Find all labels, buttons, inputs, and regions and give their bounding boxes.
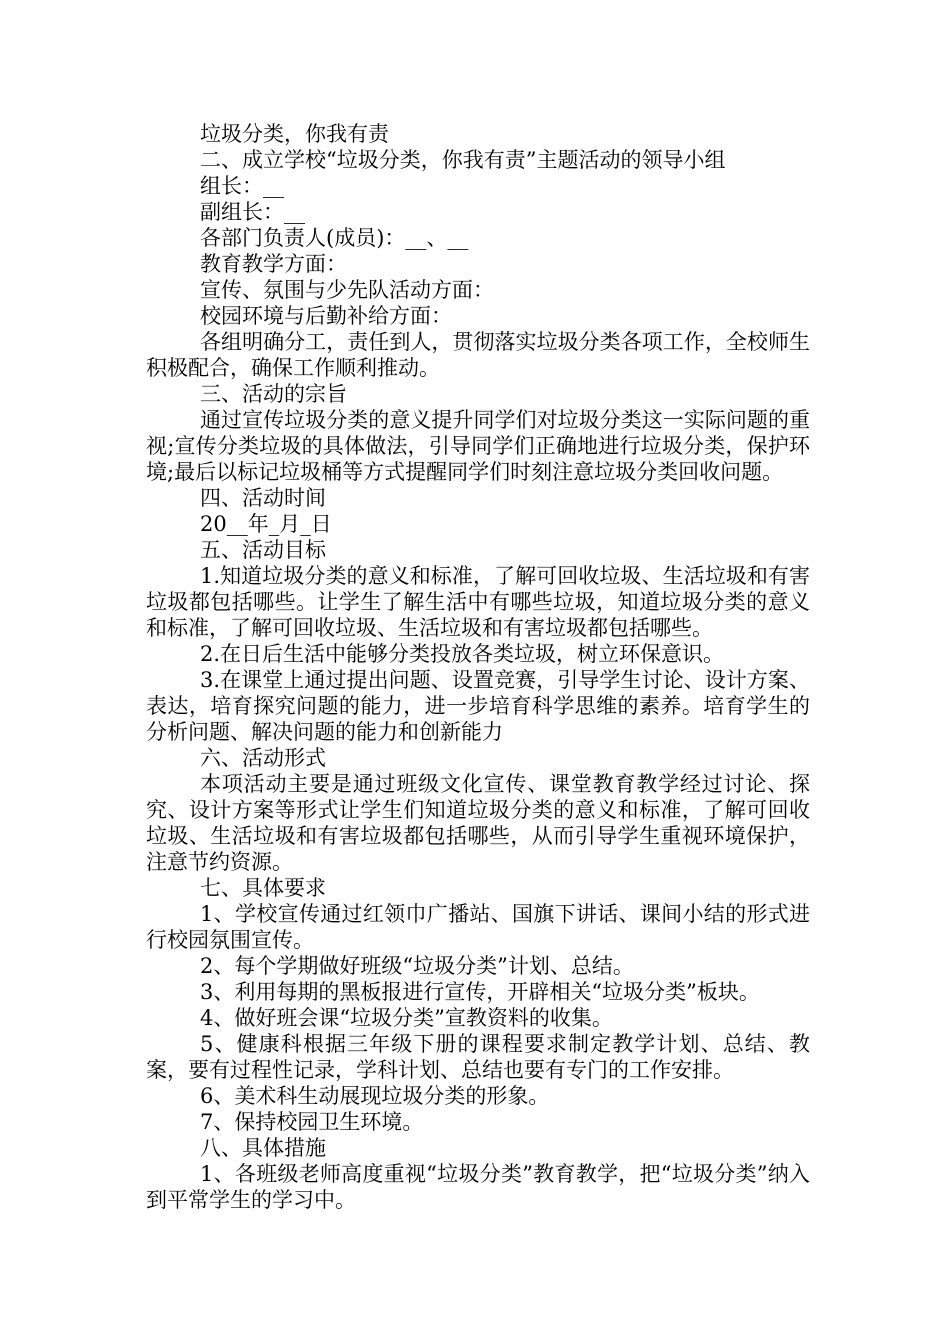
paragraph-publicity: 宣传、氛围与少先队活动方面： <box>200 278 494 302</box>
section-heading-3: 三、活动的宗旨 <box>200 382 347 406</box>
paragraph-purpose: 通过宣传垃圾分类的意义提升同学们对垃圾分类这一实际问题的重视;宣传分类垃圾的具体做法，引导同学们正确地进行垃圾分类，保护环境;最后以标记垃圾桶等方式提醒同学们时刻注意垃圾分类回收问题。 <box>146 408 810 484</box>
paragraph-date: 20__年_月_日 <box>200 512 332 536</box>
paragraph-req-7: 7、保持校园卫生环境。 <box>200 1110 424 1134</box>
paragraph-leader: 组长：__ <box>200 174 284 198</box>
paragraph-req-3: 3、利用每期的黑板报进行宣传，开辟相关“垃圾分类”板块。 <box>200 980 760 1004</box>
document-body <box>146 121 810 1213</box>
section-heading-6: 六、活动形式 <box>200 746 326 770</box>
paragraph-teaching: 教育教学方面： <box>200 252 347 276</box>
paragraph-form: 本项活动主要是通过班级文化宣传、课堂教育教学经过讨论、探究、设计方案等形式让学生们知道垃圾分类的意义和标准，了解可回收垃圾、生活垃圾和有害垃圾都包括哪些，从而引导学生重视环境保护，注意节约资源。 <box>146 772 810 874</box>
paragraph-campus: 校园环境与后勤补给方面： <box>200 304 452 328</box>
paragraph-goal-2: 2.在日后生活中能够分类投放各类垃圾，树立环保意识。 <box>200 642 725 666</box>
paragraph-req-2: 2、每个学期做好班级“垃圾分类”计划、总结。 <box>200 954 634 978</box>
section-heading-topic: 垃圾分类，你我有责 <box>200 122 389 146</box>
section-heading-4: 四、活动时间 <box>200 486 326 510</box>
section-heading-8: 八、具体措施 <box>200 1136 326 1160</box>
paragraph-members: 各部门负责人(成员)：__、__ <box>200 226 469 250</box>
paragraph-req-1: 1、学校宣传通过红领巾广播站、国旗下讲话、课间小结的形式进行校园氛围宣传。 <box>146 902 810 952</box>
paragraph-deputy-leader: 副组长：__ <box>200 200 305 224</box>
paragraph-division: 各组明确分工，责任到人，贯彻落实垃圾分类各项工作，全校师生积极配合，确保工作顺利推动。 <box>146 330 810 380</box>
paragraph-req-4: 4、做好班会课“垃圾分类”宣教资料的收集。 <box>200 1006 613 1030</box>
paragraph-req-6: 6、美术科生动展现垃圾分类的形象。 <box>200 1084 550 1108</box>
section-heading-7: 七、具体要求 <box>200 876 326 900</box>
section-heading-5: 五、活动目标 <box>200 538 326 562</box>
paragraph-goal-3: 3.在课堂上通过提出问题、设置竞赛，引导学生讨论、设计方案、表达，培育探究问题的能力，进一步培育科学思维的素养。培育学生的分析问题、解决问题的能力和创新能力 <box>146 668 810 744</box>
paragraph-goal-1: 1.知道垃圾分类的意义和标准，了解可回收垃圾、生活垃圾和有害垃圾都包括哪些。让学生了解生活中有哪些垃圾，知道垃圾分类的意义和标准，了解可回收垃圾、生活垃圾和有害垃圾都包括哪些。 <box>146 564 810 640</box>
paragraph-req-5: 5、健康科根据三年级下册的课程要求制定教学计划、总结、教案，要有过程性记录，学科计划、总结也要有专门的工作安排。 <box>146 1032 810 1082</box>
section-heading-2: 二、成立学校“垃圾分类，你我有责”主题活动的领导小组 <box>200 148 726 172</box>
paragraph-measure-1: 1、各班级老师高度重视“垃圾分类”教育教学，把“垃圾分类”纳入到平常学生的学习中。 <box>146 1162 810 1212</box>
